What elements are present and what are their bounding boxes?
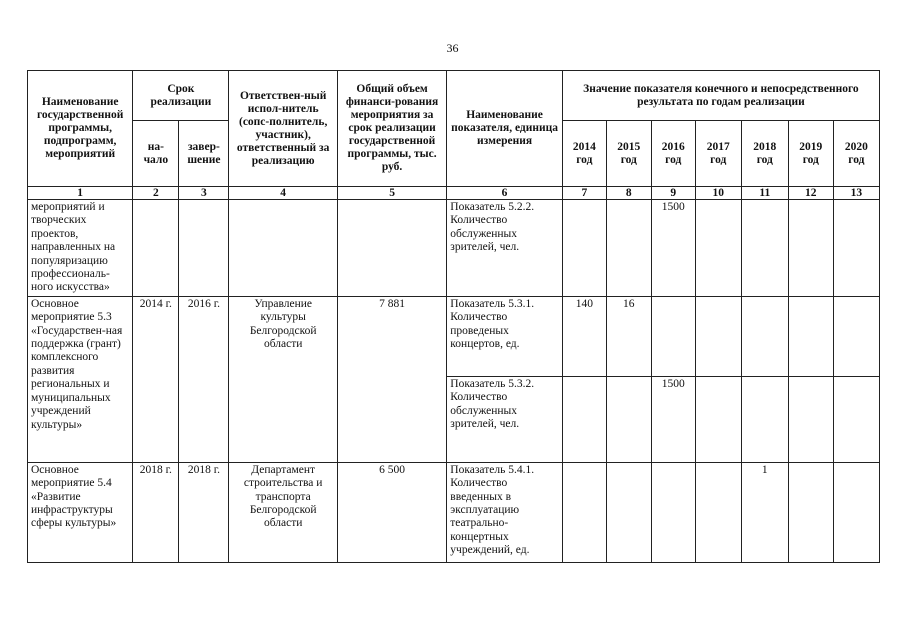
header-year: 2014 год: [562, 121, 606, 187]
year-value-cell: [833, 376, 879, 462]
period-end-cell: 2018 г.: [179, 462, 229, 562]
table-row: [28, 296, 880, 376]
header-responsible: Ответствен-ный испол-нитель (сопс-полнитель, участник), ответственный за реализацию: [229, 71, 337, 187]
year-value-cell: [695, 462, 741, 562]
year-value-cell: 1500: [651, 200, 695, 297]
column-number-row: [28, 187, 880, 200]
year-value-cell: [695, 376, 741, 462]
period-start-cell: 2018 г.: [133, 462, 179, 562]
header-period: Срок реализации: [133, 71, 229, 121]
year-value-cell: [651, 462, 695, 562]
year-value-cell: [741, 200, 788, 297]
year-value-cell: [562, 376, 606, 462]
indicator-cell: Показатель 5.3.1. Количество проведеных концертов, ед.: [447, 296, 563, 376]
header-indicator: Наименование показателя, единица измерения: [447, 71, 563, 187]
column-number: 8: [606, 187, 651, 200]
column-number: 3: [179, 187, 229, 200]
year-value-cell: [833, 200, 879, 297]
header-period-end: завер-шение: [179, 121, 229, 187]
column-number: 10: [695, 187, 741, 200]
header-values-group: Значение показателя конечного и непосредственного результата по годам реализации: [562, 71, 879, 121]
header-year: 2017 год: [695, 121, 741, 187]
period-start-cell: [133, 200, 179, 297]
column-number: 7: [562, 187, 606, 200]
column-number: 11: [741, 187, 788, 200]
program-indicators-table: [27, 70, 880, 563]
volume-cell: 7 881: [337, 296, 446, 462]
table-row: [28, 200, 880, 297]
year-value-cell: [606, 200, 651, 297]
year-value-cell: 16: [606, 296, 651, 376]
header-year: 2015 год: [606, 121, 651, 187]
period-end-cell: 2016 г.: [179, 296, 229, 462]
column-number: 9: [651, 187, 695, 200]
column-number: 4: [229, 187, 337, 200]
responsible-cell: [229, 200, 337, 297]
volume-cell: 6 500: [337, 462, 446, 562]
year-value-cell: [695, 296, 741, 376]
measure-name-cell: Основное мероприятие 5.4 «Развитие инфраструктуры сферы культуры»: [28, 462, 133, 562]
year-value-cell: [833, 462, 879, 562]
year-value-cell: [606, 376, 651, 462]
year-value-cell: [741, 376, 788, 462]
responsible-cell: Управление культуры Белгородской области: [229, 296, 337, 462]
column-number: 2: [133, 187, 179, 200]
year-value-cell: 140: [562, 296, 606, 376]
header-year: 2016 год: [651, 121, 695, 187]
period-start-cell: 2014 г.: [133, 296, 179, 462]
indicator-cell: Показатель 5.4.1. Количество введенных в эксплуатацию театрально-концертных учреждений, ед.: [447, 462, 563, 562]
measure-name-cell: мероприятий и творческих проектов, направленных на популяризацию профессиональ-ного искусства»: [28, 200, 133, 297]
year-value-cell: [788, 376, 833, 462]
year-value-cell: [651, 296, 695, 376]
year-value-cell: [562, 200, 606, 297]
page-number: 36: [446, 41, 459, 55]
column-number: 5: [337, 187, 446, 200]
year-value-cell: [788, 462, 833, 562]
column-number: 12: [788, 187, 833, 200]
header-volume: Общий объем финанси-рования мероприятия за срок реализации государственной программы, тыс. руб.: [337, 71, 446, 187]
period-end-cell: [179, 200, 229, 297]
year-value-cell: [606, 462, 651, 562]
year-value-cell: [788, 296, 833, 376]
volume-cell: [337, 200, 446, 297]
column-number: 1: [28, 187, 133, 200]
year-value-cell: [833, 296, 879, 376]
table-row: [28, 462, 880, 562]
column-number: 6: [447, 187, 563, 200]
year-value-cell: 1500: [651, 376, 695, 462]
year-value-cell: [695, 200, 741, 297]
header-period-start: на-чало: [133, 121, 179, 187]
measure-name-cell: Основное мероприятие 5.3 «Государствен-ная поддержка (грант) комплексного развития региональных и муниципальных учреждений культуры»: [28, 296, 133, 462]
indicator-cell: Показатель 5.3.2. Количество обслуженных зрителей, чел.: [447, 376, 563, 462]
responsible-cell: Департамент строительства и транспорта Белгородской области: [229, 462, 337, 562]
year-value-cell: [562, 462, 606, 562]
header-year: 2018 год: [741, 121, 788, 187]
year-value-cell: [741, 296, 788, 376]
indicator-cell: Показатель 5.2.2. Количество обслуженных зрителей, чел.: [447, 200, 563, 297]
header-year: 2019 год: [788, 121, 833, 187]
header-year: 2020 год: [833, 121, 879, 187]
year-value-cell: 1: [741, 462, 788, 562]
year-value-cell: [788, 200, 833, 297]
header-name: Наименование государственной программы, подпрограмм, мероприятий: [28, 71, 133, 187]
column-number: 13: [833, 187, 879, 200]
